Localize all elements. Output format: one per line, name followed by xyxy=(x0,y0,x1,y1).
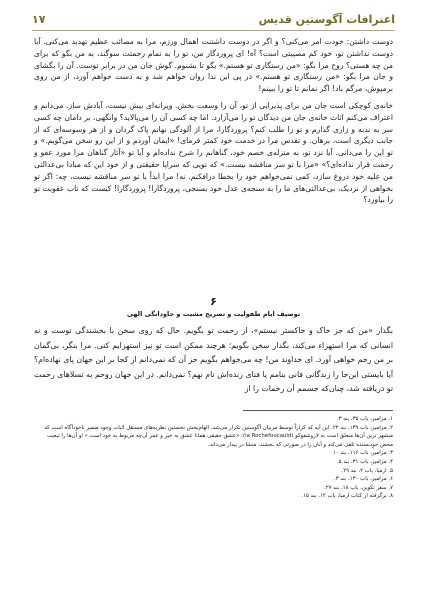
header-rule xyxy=(32,30,395,31)
section-title: توصیف ایام طفولیت و تصریح مشیت و جاودانگی الهی xyxy=(126,310,301,318)
footnote-8: ۸. برگرفته از کتاب ارمیا، باب ۱۲، بند ۱۵. xyxy=(301,493,393,500)
footnote-3: ۳. مزامیر، باب ۱۱۶، بند ۱۰. xyxy=(331,450,393,457)
footnote-6: ۶. مزامیر، باب ۱۳۰، بند ۳. xyxy=(333,476,393,483)
section-number: ۶ xyxy=(210,295,217,308)
footnotes xyxy=(34,415,393,501)
running-title: اعترافات آگوستین قدیس xyxy=(258,12,395,26)
footnote-2: ۲. مزامیر، باب ۱۳۹، بند ۲۴. این آیه که کراراً توسط مربیان آگوستین تکرار می‌شد، الهام‌بخش نخستین نظریه‌های مستقل اثبات وجود ضمیر ناخودآگاه است که منشهر ترین آن‌ها متعلق است به لاروشفوکو (la Rochefoucauld): «عشق حقیقی همانا عشق به خیر و عمر آن‌چه مربوط به خود است.» او آن‌ها را تبعیت محض خودبسنده تلقی می‌کند و آنان را در صورتی که بخشند، منشا در بیدار می‌داند. xyxy=(44,424,393,448)
footnote-4: ۴. مزامیر، باب ۳۱، بند ۵. xyxy=(336,458,393,465)
section-text: بگذار «من که جز خاک و خاکستر نیستم»، از رحمت تو بگویم. حال که روی سخن با بخشندگی توست و نه انسانی که مرا استهزاء می‌کند، بگذار سخن بگویم؛ هرچند ممکن است تو نیز استهزایم کنی. مرا بنگر، بی‌گمان بر من رحم خواهی آورد. ای خداوند من! چه می‌خواهم بگویم جز آن که نمی‌دانم از کجا بر این جهان پای نهاده‌ام؟ آیا بایستی این‌جا را زندگانی فانی بنامم یا فنای زنده‌اش نام نهم؟ نمی‌دانم. در این جهان روحم به تسلاهای رحمت تو دریافته شد، چنان‌که جسمم آن رحمات را از xyxy=(33,326,393,394)
footnote-7: ۷. سفر تکوین، باب ۱۸، بند ۲۷. xyxy=(324,484,393,491)
footnote-5: ۵. ارمیا، باب ۲، بند ۲۹. xyxy=(341,467,393,474)
paragraph-1: دوست داشتن: خودت امر می‌کنی؟ و اگر در دوست داشتنت اهمال ورزم، مرا به مصائب عظیم تهدید می‌کنی. آیا دوست نداشتن تو، خود کم مصیبتی است؟ آه! ای پروردگار من، تو را به تمام رحمتت سوگند، به من بگو که برای من چه هستی؟ روح مرا بگو: «من رستگاری تو هستم.» بگو تا بشنوم. گوش جان من در برابر توست. آن را بگشای و جان مرا بگو: «من رستگاری تو هستم.» در پی این ندا روان خواهم شد و به دست خواهم آورد، از من روی برمپوش، مرگم باد! اگر نمانم تا تو را ببینم! xyxy=(34,37,393,94)
paragraph-2: خانه‌ی کوچکی است جان من برای پذیرایی از تو، آن را وسعت بخش. ویرانه‌ای بیش نیست، آبادش ساز. می‌دانم و اعتراف می‌کنم اثاث خانه‌ی جان من دیدگان تو را می‌آزارد. اما چه کسی آن را می‌پالاید؟ وانگهی، بر دامان چه کسی سر به ندبه و زاری گذارم و تو را طلب کنم؟ پروردگارا، مرا از آلودگی نهانم پاک گردان و از هر وسوسه‌ای که از جانب دیگری است، برهان. و تقدس مرا در خدمت خود کمتر فرمای! «ایمان آوردم و از این رو سخن می‌گویم.» و تو این را می‌دانی. آیا نزد تو، به منزله‌ی خصم خود، گناهانم را شرح نداده‌ام و آیا تو «آثار گناهان مرا مورد عفو و رحمت قرار نداده‌ای؟» «مرا با تو سر مناقشه نیست.» که تویی که سراپا حقیقتی و از خود این که مبادا بی‌عدالتی من علیه خود دروغ سازد، کمی نمی‌خواهم خود را بخطا درافکنم. نه! مرا ابداً با تو سر مناقشه نیست، چه: اگر تو بخواهی از نزدیک، بی‌عدالتی‌های ما را به سنجه‌ی عدل خود بسنجی، پروردگارا! پروردگارا! کیست که تاب عقوبت تو را بیاورد؟ xyxy=(34,100,393,205)
body-text xyxy=(34,36,393,211)
footnote-rule xyxy=(243,410,393,411)
page-number: ١٧ xyxy=(32,12,46,26)
footnote-1: ۱. مزامیر، باب ۳۵، بند ۳. xyxy=(336,416,393,422)
page-header xyxy=(32,10,395,28)
